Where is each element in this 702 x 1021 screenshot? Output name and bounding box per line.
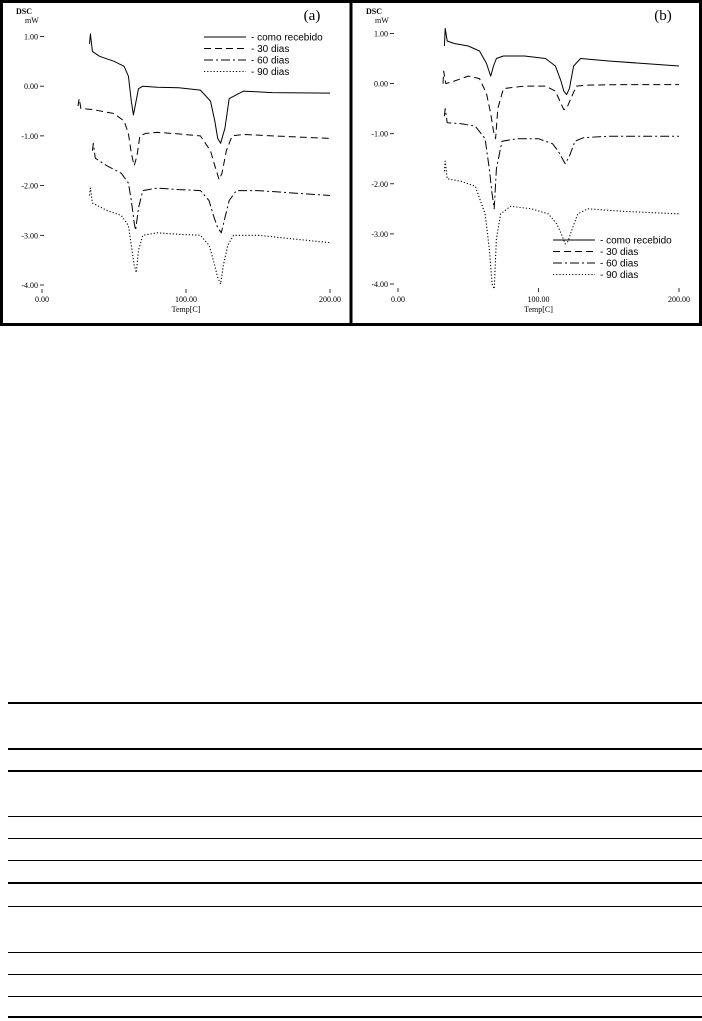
x-tick-label: 100.00	[175, 295, 197, 304]
legend-label: - 60 dias	[600, 258, 639, 270]
series-line-3	[444, 109, 679, 209]
chart-panel-b	[366, 7, 690, 314]
y-axis-unit: mW	[375, 16, 389, 25]
y-tick-label: 1.00	[24, 32, 38, 42]
y-tick-label: -2.00	[21, 181, 38, 191]
legend-label: - 60 dias	[251, 55, 290, 67]
table-rule-top	[8, 702, 702, 704]
panel-label: (a)	[303, 8, 321, 24]
x-tick-label: 200.00	[668, 295, 690, 304]
x-tick-label: 100.00	[527, 295, 550, 304]
y-tick-label: -4.00	[21, 281, 38, 290]
legend-label: - 30 dias	[600, 247, 639, 258]
y-tick-label: -4.00	[371, 280, 388, 289]
y-tick-label: 1.00	[374, 29, 388, 39]
table-rule	[8, 974, 702, 975]
x-tick-label: 200.00	[319, 295, 341, 304]
y-tick-label: -3.00	[371, 229, 388, 239]
y-tick-label: -1.00	[371, 129, 388, 139]
table-rule-header	[8, 748, 702, 750]
chart-panel-a	[16, 7, 341, 314]
table-rule-bottom	[8, 1016, 702, 1018]
x-tick-label: 0.00	[35, 295, 49, 304]
y-tick-label: -1.00	[21, 131, 38, 141]
y-tick-label: -2.00	[371, 179, 388, 189]
y-axis-title: DSC	[366, 7, 383, 16]
empty-table	[8, 700, 702, 1018]
legend-label: - como recebido	[251, 32, 323, 44]
dsc-figure-svg	[0, 0, 702, 330]
y-axis-unit: mW	[25, 16, 39, 25]
x-axis-title: Temp[C]	[171, 305, 201, 314]
table-rule	[8, 770, 702, 772]
panel-label: (b)	[654, 8, 672, 24]
table-rule	[8, 860, 702, 861]
y-axis-title: DSC	[16, 7, 33, 16]
table-rule	[8, 816, 702, 817]
series-line-3	[92, 143, 330, 233]
dsc-figure	[0, 0, 702, 330]
y-tick-label: 0.00	[24, 82, 38, 92]
y-tick-label: -3.00	[21, 231, 38, 241]
series-line-2	[78, 99, 330, 180]
table-rule	[8, 996, 702, 997]
table-rule	[8, 952, 702, 953]
y-tick-label: 0.00	[374, 79, 388, 89]
legend-label: - 90 dias	[251, 67, 290, 78]
table-rule	[8, 906, 702, 907]
legend-label: - 90 dias	[600, 270, 639, 281]
legend-label: - 30 dias	[251, 44, 290, 55]
table-rule	[8, 838, 702, 839]
x-tick-label: 0.00	[391, 295, 405, 304]
x-axis-title: Temp[C]	[524, 305, 553, 314]
series-line-4	[444, 161, 679, 289]
series-line-1	[90, 34, 331, 143]
legend-label: - como recebido	[600, 235, 672, 247]
table-rule	[8, 882, 702, 884]
